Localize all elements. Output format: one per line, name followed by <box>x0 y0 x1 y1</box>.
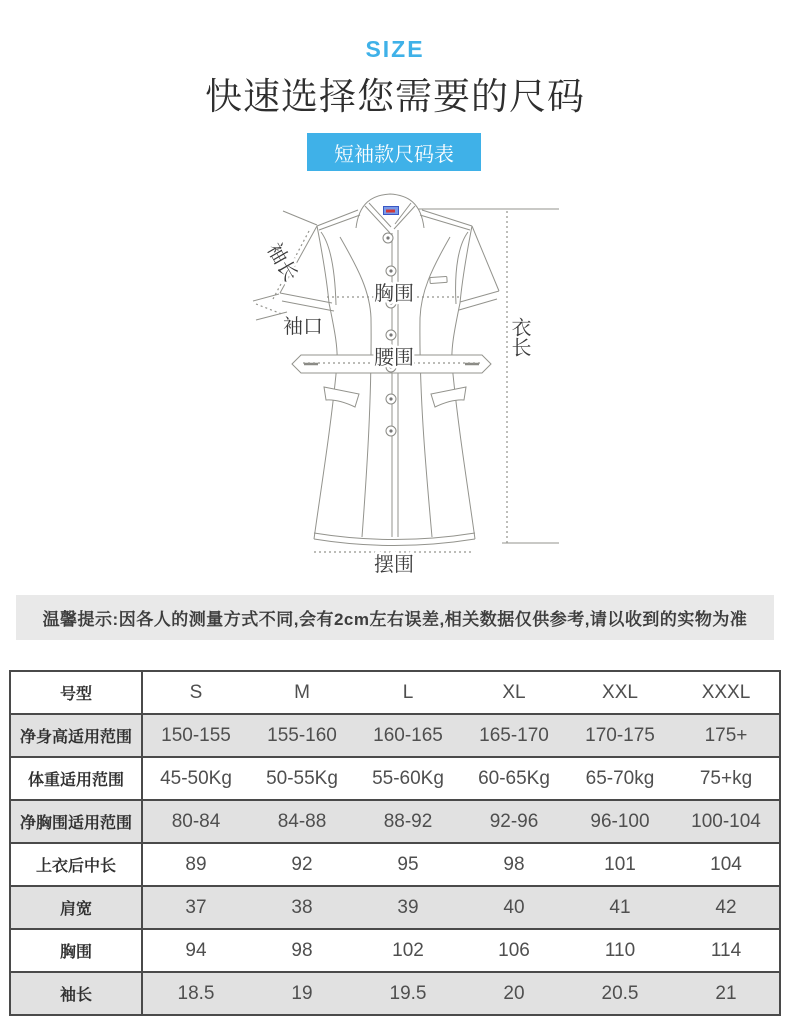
row-label: 净胸围适用范围 <box>11 801 143 842</box>
cell-value: 75+kg <box>699 767 753 789</box>
row-label: 袖长 <box>11 973 143 1014</box>
cell-value: 19 <box>291 982 313 1004</box>
cell-value: 88-92 <box>383 810 433 832</box>
cell-value: XL <box>502 681 526 703</box>
shoulder-right <box>420 210 472 230</box>
cell-value: 155-160 <box>267 724 337 746</box>
table-row <box>11 885 779 928</box>
size-eyebrow: SIZE <box>365 36 425 62</box>
cell-value: 101 <box>604 853 636 875</box>
cell-value: S <box>189 681 203 703</box>
cell-value: 102 <box>392 939 424 961</box>
cell-value: 96-100 <box>590 810 650 832</box>
cell-value: 170-175 <box>585 724 655 746</box>
cell-value: 92-96 <box>489 810 539 832</box>
cell-value: 92 <box>291 853 313 875</box>
cell-value: 18.5 <box>177 982 215 1004</box>
cell-value: 40 <box>503 896 525 918</box>
table-row <box>11 928 779 971</box>
cell-value: 98 <box>291 939 313 961</box>
table-row <box>11 971 779 1014</box>
cell-value: 80-84 <box>171 810 221 832</box>
cell-value: L <box>402 681 414 703</box>
row-label: 胸围 <box>11 930 143 971</box>
cell-value: 50-55Kg <box>266 767 338 789</box>
garment-diagram <box>0 185 790 595</box>
cell-value: 55-60Kg <box>372 767 444 789</box>
cell-value: 98 <box>503 853 525 875</box>
cell-value: 150-155 <box>161 724 231 746</box>
cell-value: 20 <box>503 982 525 1004</box>
cell-value: 37 <box>185 896 207 918</box>
cell-value: 104 <box>710 853 742 875</box>
row-label: 号型 <box>11 672 143 713</box>
princess-seam-left <box>340 237 371 537</box>
table-row <box>11 842 779 885</box>
cell-value: 60-65Kg <box>478 767 550 789</box>
cell-value: XXXL <box>701 681 751 703</box>
size-table <box>9 670 781 1016</box>
hem-edge <box>314 533 475 540</box>
cell-value: 41 <box>609 896 631 918</box>
table-row <box>11 756 779 799</box>
row-label: 体重适用范围 <box>11 758 143 799</box>
label-sleeve-length: 袖长 <box>262 239 302 286</box>
cell-value: 114 <box>710 939 742 961</box>
cell-value: M <box>294 681 310 703</box>
cell-value: 84-88 <box>277 810 327 832</box>
cuff-line <box>256 304 287 316</box>
cell-value: 20.5 <box>601 982 639 1004</box>
row-label: 上衣后中长 <box>11 844 143 885</box>
buttons <box>383 233 396 436</box>
label-hem: 摆围 <box>374 554 414 576</box>
body-right-edge <box>452 226 475 539</box>
row-label: 肩宽 <box>11 887 143 928</box>
cell-value: 100-104 <box>691 810 761 832</box>
cell-value: 38 <box>291 896 313 918</box>
cell-value: 45-50Kg <box>160 767 232 789</box>
label-cuff: 袖口 <box>283 316 323 338</box>
table-header-row <box>11 672 779 713</box>
table-row <box>11 799 779 842</box>
cell-value: 165-170 <box>479 724 549 746</box>
cell-value: 106 <box>498 939 530 961</box>
chest-pocket <box>430 276 447 283</box>
label-bust: 胸围 <box>374 283 414 305</box>
cell-value: 65-70kg <box>585 767 655 789</box>
table-row <box>11 713 779 756</box>
cell-value: 89 <box>185 853 207 875</box>
cell-value: 175+ <box>704 724 748 746</box>
shoulder-left <box>317 210 360 230</box>
cell-value: 95 <box>397 853 419 875</box>
cell-value: 110 <box>604 939 636 961</box>
label-garment-length: 衣长 <box>508 317 530 357</box>
page-title: 快速选择您需要的尺码 <box>205 76 585 117</box>
cell-value: 160-165 <box>373 724 443 746</box>
cell-value: 21 <box>715 982 737 1004</box>
short-sleeve-size-tab[interactable]: 短袖款尺码表 <box>307 133 481 171</box>
cell-value: XXL <box>602 681 638 703</box>
cell-value: 42 <box>715 896 737 918</box>
cell-value: 94 <box>185 939 207 961</box>
cell-value: 39 <box>397 896 419 918</box>
notice-bar: 温馨提示:因各人的测量方式不同,会有2cm左右误差,相关数据仅供参考,请以收到的实物为准 <box>16 595 774 640</box>
cell-value: 19.5 <box>389 982 427 1004</box>
row-label: 净身高适用范围 <box>11 715 143 756</box>
label-waist: 腰围 <box>374 347 414 369</box>
